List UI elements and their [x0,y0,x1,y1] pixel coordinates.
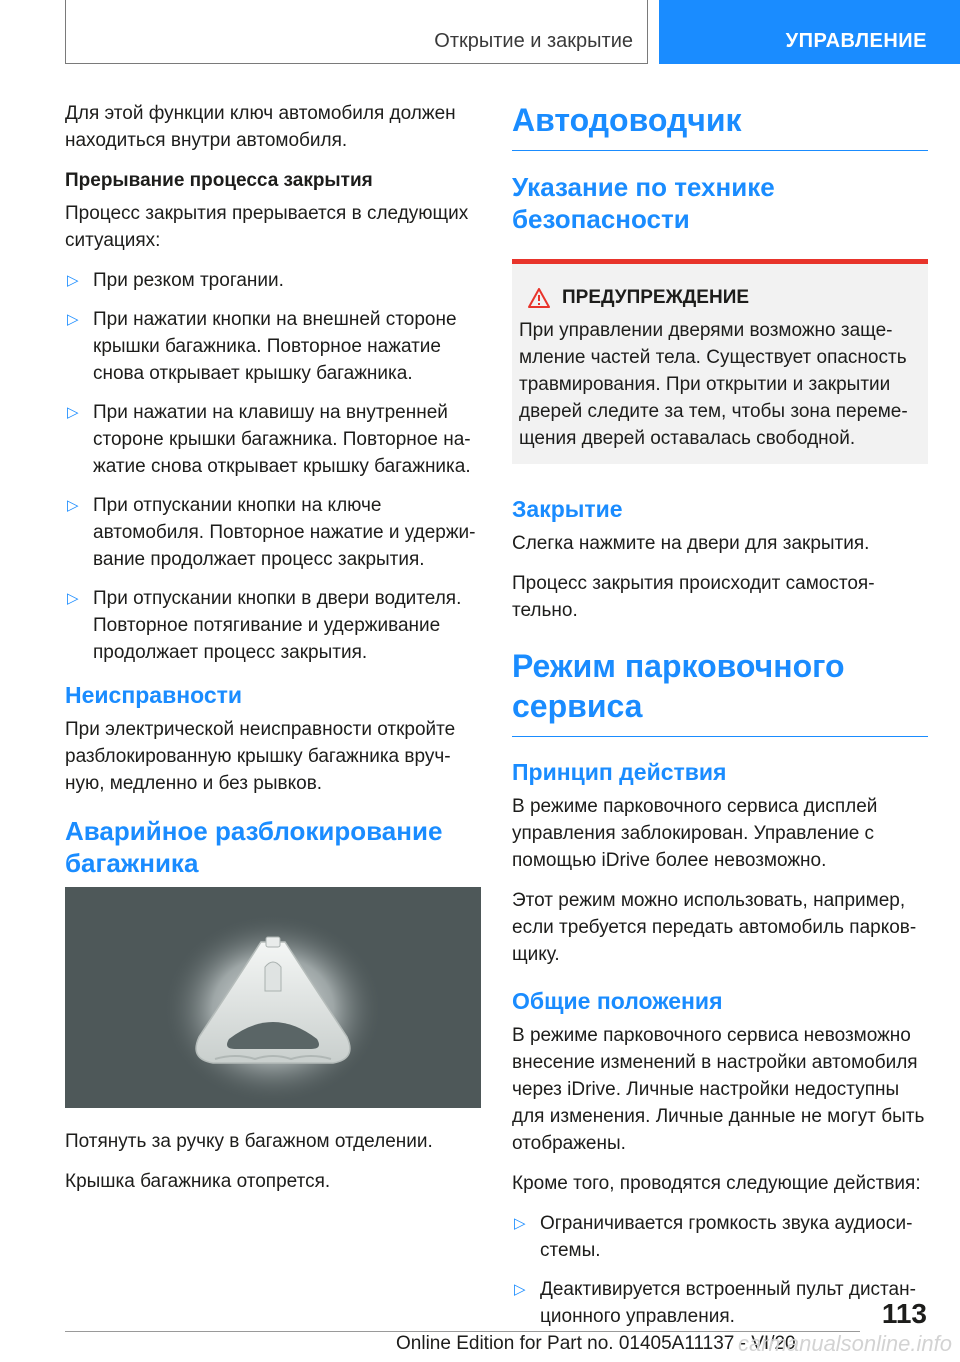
triangle-bullet-icon: ▷ [67,311,79,328]
closing-text-1: Слегка нажмите на двери для закрытия. [512,533,870,554]
right-column [512,100,928,1344]
footer-edition: Online Edition for Part no. 01405A11137 - VI/20 [396,1333,796,1354]
general-title: Общие положения [512,988,723,1014]
page-number: 113 [881,1298,927,1329]
general-text-2: Кроме того, проводятся следующие действия: [512,1173,921,1194]
malfunction-title: Неисправности [65,682,243,708]
list-item: ▷ При отпускании кнопки на ключе автомобиля. Повторное нажатие и удержи-вание продолжает процесс закрытия. [65,492,481,573]
watermark: carmanualsonline.info [737,1331,952,1356]
warning-box [512,259,928,464]
principle-text-2: Этот режим можно использовать, например, если требуется передать автомобиль парков-щику. [512,890,917,965]
warning-triangle-icon [528,288,550,308]
closing-text-2: Процесс закрытия происходит самостоя-тельно. [512,573,875,621]
header-chapter-tab [659,0,960,64]
intro-paragraph: Для этой функции ключ автомобиля должен находиться внутри автомобиля. [65,103,456,151]
header-section-title: Открытие и закрытие [434,30,633,52]
general-list [512,1210,928,1330]
list-item: ▷ При нажатии кнопки на внешней стороне крышки багажника. Повторное нажатие снова открывает крышку багажника. [65,306,481,387]
header-chapter-title: УПРАВЛЕНИЕ [785,30,927,52]
principle-text-1: В режиме парковочного сервиса дисплей управления заблокирован. Управление с помощью iDrive более невозможно. [512,796,878,871]
list-item: ▷ Деактивируется встроенный пульт дистан-ционного управления. [512,1276,928,1330]
header-section-box [65,0,648,64]
trunk-release-handle-icon [65,887,481,1108]
safety-title: Указание по технике безопасности [512,172,775,234]
triangle-bullet-icon: ▷ [67,590,79,607]
interrupt-list [65,267,481,666]
emergency-text-1: Потянуть за ручку в багажном отделении. [65,1131,433,1152]
list-item: ▷ При нажатии на клавишу на внутренней стороне крышки багажника. Повторное на-жатие снова открывает крышку багажника. [65,399,481,480]
triangle-bullet-icon: ▷ [67,272,79,289]
list-item: ▷ При отпускании кнопки в двери водителя. Повторное потягивание и удерживание продолжает процесс закрытия. [65,585,481,666]
warning-label: ПРЕДУПРЕЖДЕНИЕ [562,287,750,308]
interrupt-title: Прерывание процесса закрытия [65,170,373,191]
triangle-bullet-icon: ▷ [67,497,79,514]
triangle-bullet-icon: ▷ [514,1215,526,1232]
triangle-bullet-icon: ▷ [514,1281,526,1298]
warning-heading [519,284,920,311]
malfunction-text: При электрической неисправности откройте разблокированную крышку багажника вруч-ную, медленно и без рывков. [65,719,456,794]
closing-title: Закрытие [512,496,623,522]
principle-title: Принцип действия [512,759,727,785]
interrupt-text: Процесс закрытия прерывается в следующих ситуациях: [65,203,469,251]
triangle-bullet-icon: ▷ [67,404,79,421]
trunk-handle-photo [65,887,481,1108]
general-text-1: В режиме парковочного сервиса невозможно внесение изменений в настройки автомобиля через iDrive. Личные настройки недоступны для изменения. Личные данные не могут быть отображены. [512,1025,925,1154]
valet-mode-title: Режим парковочного сервиса [512,646,928,737]
warning-text: При управлении дверями возможно заще-мление частей тела. Существует опасность травмирования. При открытии и закрытии дверей следите за тем, чтобы зона переме-щения дверей оставалась свободной. [519,320,908,449]
emergency-title: Аварийное разблокирование багажника [65,816,443,878]
list-item: ▷ Ограничивается громкость звука аудиоси-стемы. [512,1210,928,1264]
emergency-text-2: Крышка багажника отопрется. [65,1171,331,1192]
list-item: ▷ При резком трогании. [65,267,481,294]
left-column [65,100,481,1208]
section-title-soft-close: Автодоводчик [512,100,928,151]
